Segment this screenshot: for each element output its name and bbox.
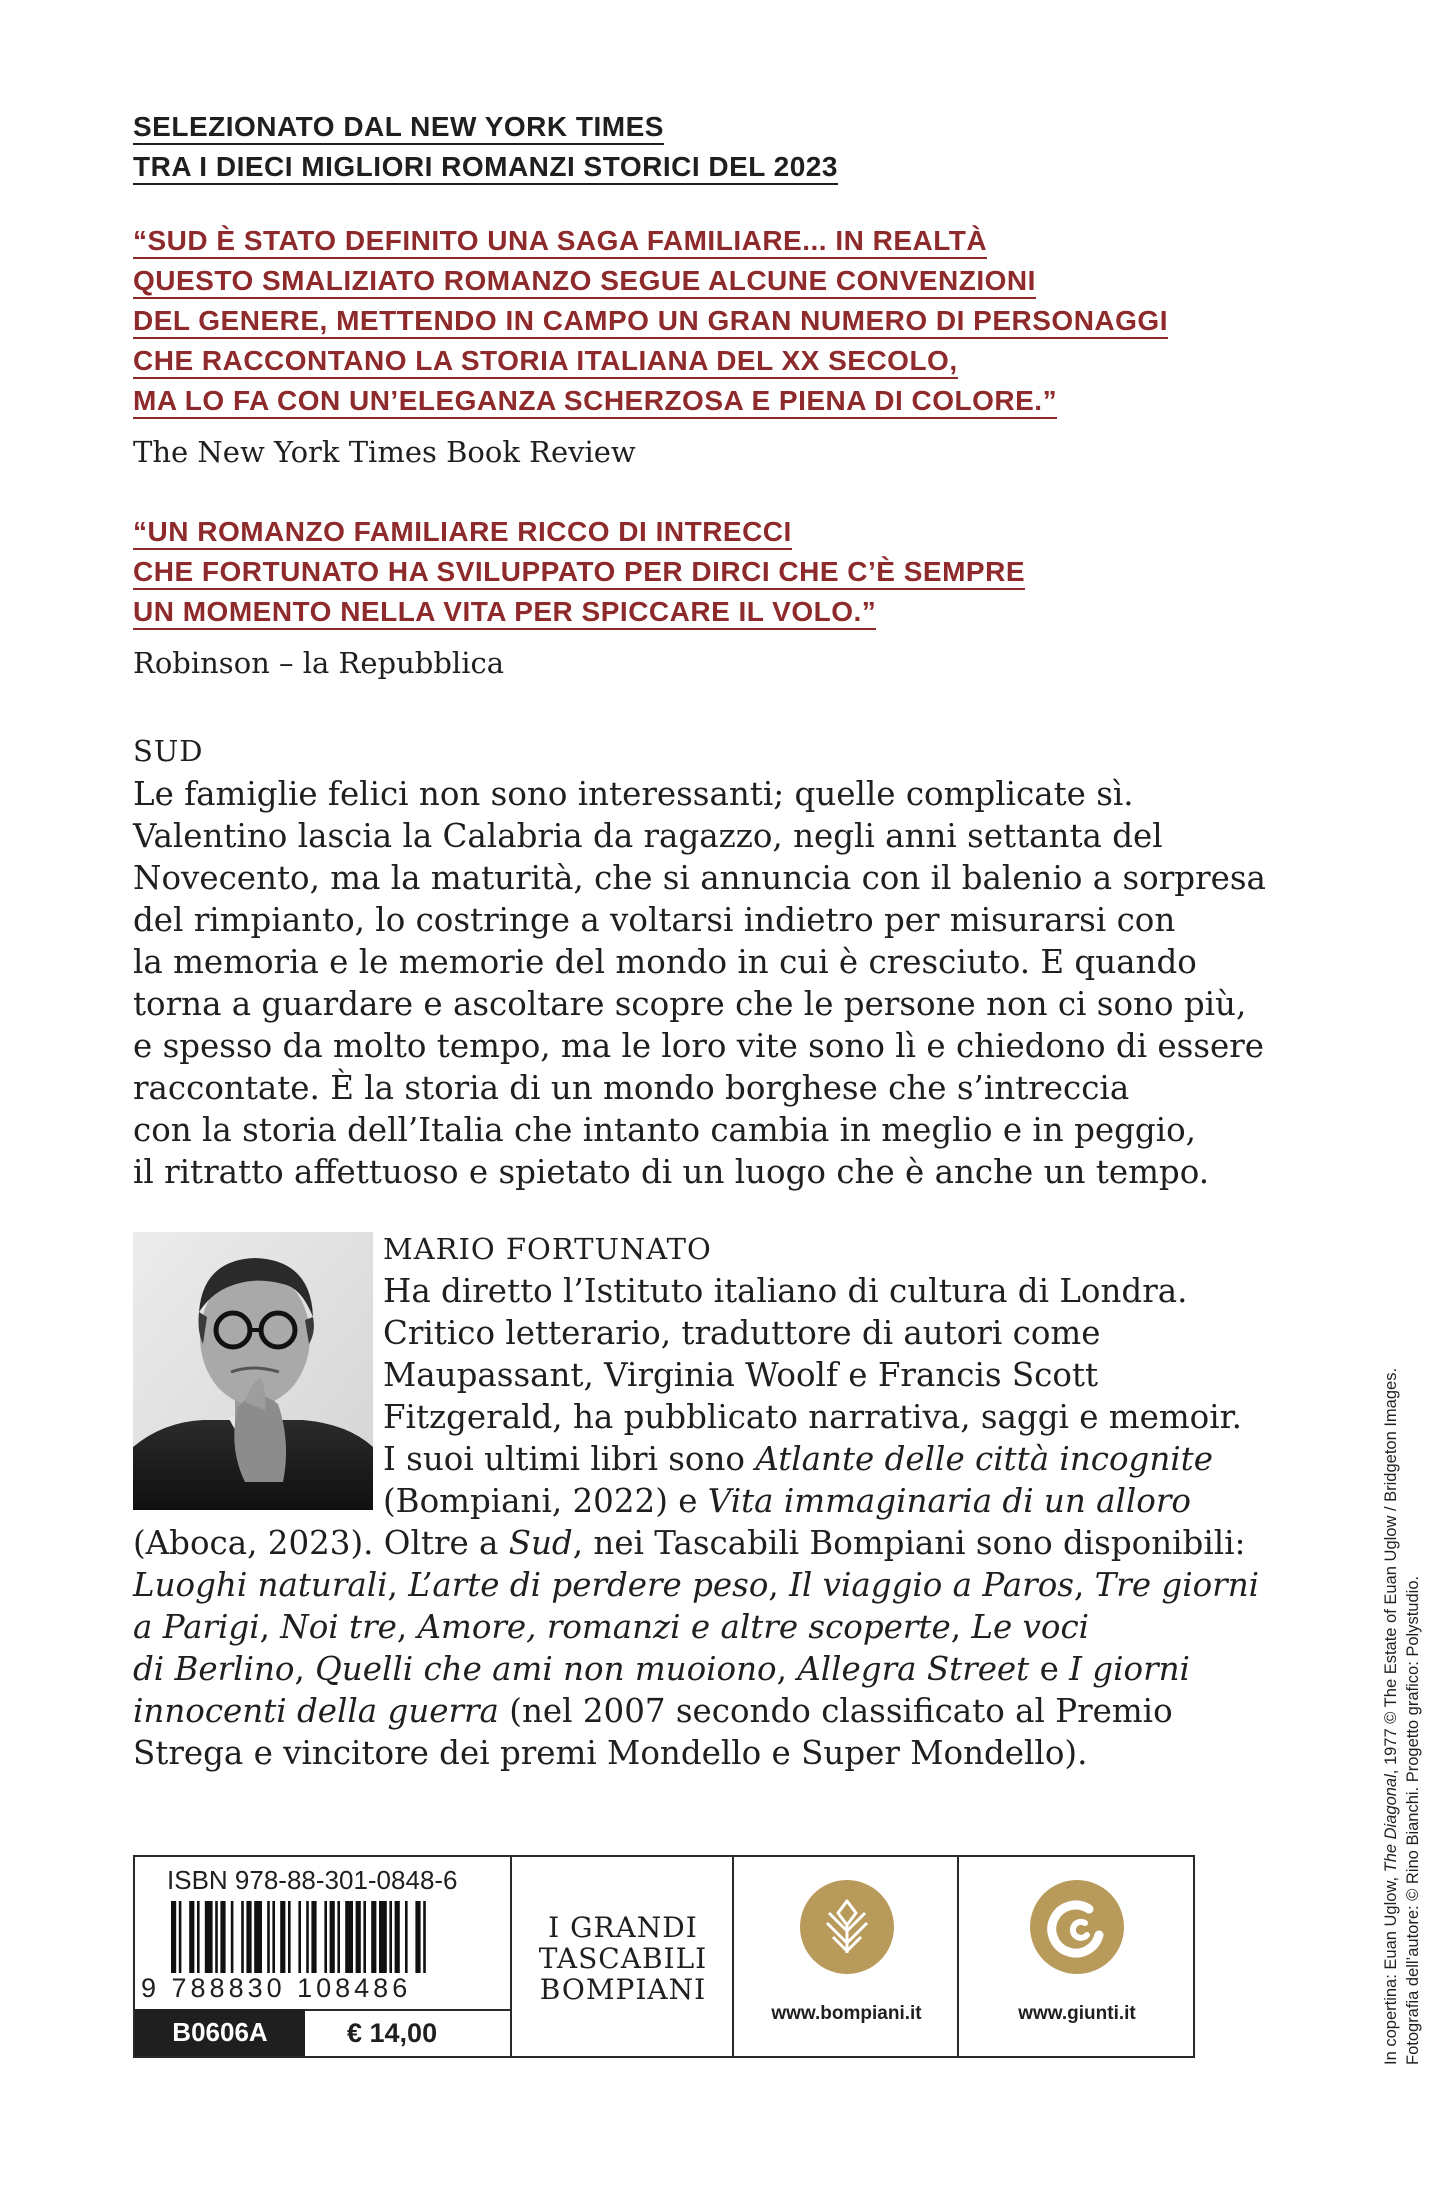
- isbn-label: ISBN 978-88-301-0848-6: [167, 1865, 458, 1895]
- bompiani-url[interactable]: www.bompiani.it: [771, 2003, 922, 2024]
- series-cell: [510, 1857, 734, 2056]
- author-bio-bottom: (Aboca, 2023). Oltre a Sud, nei Tascabili Bompiani sono disponibili: Luoghi naturali, L’arte di perdere peso, Il viaggio a Paros, Tre giorni a Parigi, Noi tre, Amore, romanzi e altre scoperte, Le voci di Berlino, Quelli che ami non muoiono, Allegra Street e I giorni innocenti della guerra (nel 2007 secondo classificato al Premio Strega e vincitore dei premi Mondello e Super Mondello).: [133, 1524, 1260, 1772]
- quote-line: “UN ROMANZO FAMILIARE RICCO DI INTRECCI: [133, 516, 792, 550]
- quote-repubblica: [133, 512, 1025, 632]
- bompiani-cell: [732, 1857, 959, 2056]
- publisher-box: [133, 1855, 1195, 2058]
- quote-line: QUESTO SMALIZIATO ROMANZO SEGUE ALCUNE CONVENZIONI: [133, 265, 1036, 299]
- quote-line: “SUD È STATO DEFINITO UNA SAGA FAMILIARE... IN REALTÀ: [133, 225, 987, 259]
- quote-line: MA LO FA CON UN’ELEGANZA SCHERZOSA E PIENA DI COLORE.”: [133, 385, 1057, 419]
- giunti-logo-icon: [1029, 1879, 1125, 1975]
- synopsis-text: Le famiglie felici non sono interessanti; quelle complicate sì. Valentino lascia la Calabria da ragazzo, negli anni settanta del Novecento, ma la maturità, che si annuncia con il balenio a sorpresa del rimpianto, lo costringe a voltarsi indietro per misurarsi con la memoria e le memorie del mondo in cui è cresciuto. E quando torna a guardare e ascoltare scopre che le persone non ci sono più, e spesso da molto tempo, ma le loro vite sono lì e chiedono di essere raccontate. È la storia di un mondo borghese che s’intreccia con la storia dell’Italia che intanto cambia in meglio e in peggio, il ritratto affettuoso e spietato di un luogo che è anche un tempo.: [133, 775, 1266, 1191]
- cover-credits: In copertina: Euan Uglow, The Diagonal, 1977 © The Estate of Euan Uglow / Bridgeton Images. Fotografia dell’autore: © Rino Bianchi. Progetto grafico: Polystudio.: [1382, 1367, 1422, 2065]
- barcode: [171, 1901, 491, 1973]
- author-bio-top: Ha diretto l’Istituto italiano di cultura di Londra. Critico letterario, traduttore di autori come Maupassant, Virginia Woolf e Francis Scott Fitzgerald, ha pubblicato narrativa, saggi e memoir. I suoi ultimi libri sono Atlante delle città incognite (Bompiani, 2022) e Vita immaginaria di un alloro: [383, 1272, 1242, 1520]
- quote-line: CHE RACCONTANO LA STORIA ITALIANA DEL XX SECOLO,: [133, 345, 958, 379]
- quote-nyt: [133, 221, 1168, 421]
- series-name: I GRANDI TASCABILI BOMPIANI: [538, 1911, 708, 2006]
- selection-line: SELEZIONATO DAL NEW YORK TIMES: [133, 111, 664, 145]
- quote-line: UN MOMENTO NELLA VITA PER SPICCARE IL VOLO.”: [133, 596, 876, 630]
- quote-source: The New York Times Book Review: [133, 435, 636, 469]
- quote-line: DEL GENERE, METTENDO IN CAMPO UN GRAN NUMERO DI PERSONAGGI: [133, 305, 1168, 339]
- quote-line: CHE FORTUNATO HA SVILUPPATO PER DIRCI CHE C’È SEMPRE: [133, 556, 1025, 590]
- bompiani-logo-icon: [799, 1879, 895, 1975]
- giunti-cell: [957, 1857, 1195, 2056]
- selection-line: TRA I DIECI MIGLIORI ROMANZI STORICI DEL 2023: [133, 151, 838, 185]
- author-photo: [133, 1232, 373, 1510]
- selection-heading: [133, 107, 838, 187]
- isbn-digits: 9 788830 108486: [141, 1973, 412, 2003]
- product-code: B0606A: [135, 2009, 305, 2056]
- author-name: MARIO FORTUNATO: [383, 1232, 712, 1266]
- quote-source: Robinson – la Repubblica: [133, 646, 504, 680]
- price: € 14,00: [347, 2018, 438, 2048]
- giunti-url[interactable]: www.giunti.it: [1018, 2003, 1136, 2024]
- synopsis-title: SUD: [133, 734, 204, 768]
- barcode-cell: [135, 1857, 510, 2056]
